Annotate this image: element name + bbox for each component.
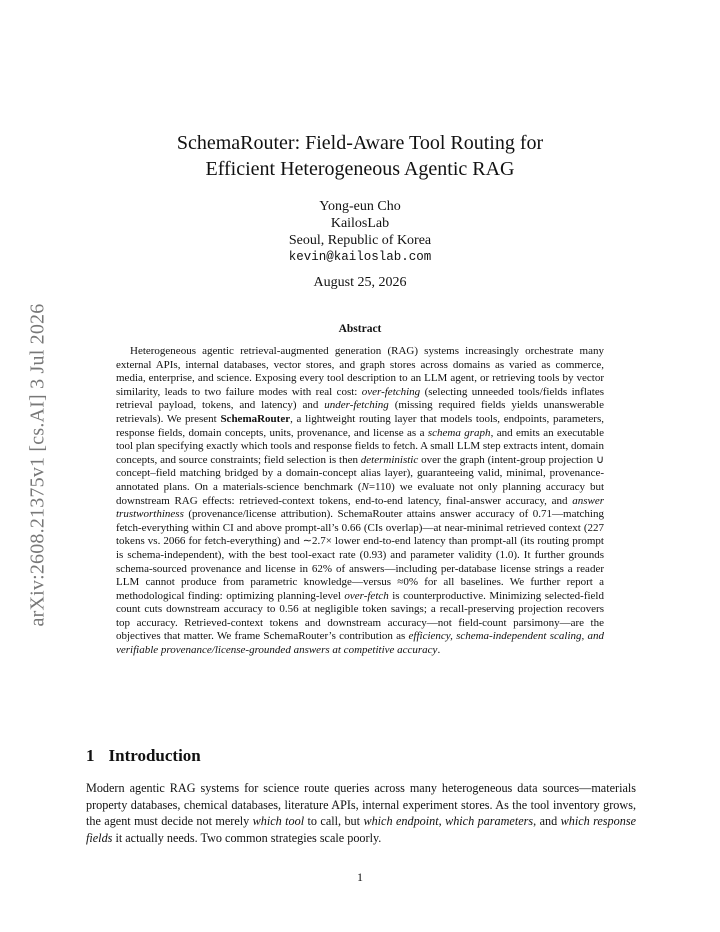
abstract-body: Heterogeneous agentic retrieval-augmented generation (RAG) systems increasingly orchestrate many external APIs, internal databases, vector stores, and graph stores across domains as varied as commerce, media, enterprise, and science. Exposing every tool description to an LLM agent, or retrieving tools by vector similarity, leads to two failure modes with real cost: over-fetching (selecting unneeded tools/fields inflates retrieval payload, tokens, and latency) and under-fetching (missing required fields yields unanswerable retrievals). We present SchemaRouter, a lightweight routing layer that models tools, endpoints, parameters, response fields, domain concepts, units, provenance, and license as a schema graph, and emits an executable tool plan specifying exactly which tools and response fields to fetch. A small LLM step extracts intent, domain concepts, and source constraints; field selection is then deterministic over the graph (intent-group projection ∪ concept–field matching bridged by a domain-concept alias layer), guaranteeing valid, minimal, provenance-annotated plans. On a materials-science benchmark (N=110) we evaluate not only planning accuracy but downstream RAG effects: retrieved-context tokens, end-to-end latency, final-answer accuracy, and answer trustworthiness (provenance/license attribution). SchemaRouter attains answer accuracy of 0.71—matching fetch-everything within CI and above prompt-all’s 0.66 (CIs overlap)—at near-minimal retrieved context (227 tokens vs. 2066 for fetch-everything) and ∼2.7× lower end-to-end latency than prompt-all (its routing prompt is schema-independent), with the best tool-exact rate (0.93) and parameter validity (1.0). It further grounds schema-sourced provenance and license in 62% of answers—including per-database license strings a reader LLM cannot produce from parametric knowledge—versus ≈0% for all baselines. We further report a methodological finding: optimizing planning-level over-fetch is counterproductive. Minimizing selected-field count cuts downstream accuracy to 0.56 at negligible token savings; a recall-preserving projection recovers top accuracy. Retrieved-context tokens and downstream accuracy—not field-count parsimony—are the objectives that matter. We frame SchemaRouter’s contribution as efficiency, schema-independent scaling, and verifiable provenance/license-grounded answers at competitive accuracy. bbox=[116, 345, 604, 657]
author-name: Yong-eun Cho bbox=[319, 199, 401, 214]
title-line-1: SchemaRouter: Field-Aware Tool Routing for bbox=[176, 132, 544, 154]
paper-date: August 25, 2026 bbox=[313, 275, 407, 290]
title-line-2: Efficient Heterogeneous Agentic RAG bbox=[205, 158, 515, 180]
author-block bbox=[0, 198, 720, 266]
arxiv-stamp: arXiv:2608.21375v1 [cs.AI] 3 Jul 2026 bbox=[26, 303, 49, 627]
intro-paragraph: Modern agentic RAG systems for science route queries across many heterogeneous data sources—materials property databases, chemical databases, literature APIs, internal experiment stores. As the tool inventory grows, the agent must decide not merely which tool to call, but which endpoint, which parameters, and which response fields it actually needs. Two common strategies scale poorly. bbox=[86, 781, 636, 845]
author-affiliation: KailosLab bbox=[330, 216, 390, 231]
paper-title bbox=[0, 130, 720, 182]
section-number: 1 bbox=[86, 746, 95, 765]
abstract-heading: Abstract bbox=[338, 323, 382, 335]
author-email[interactable]: kevin@kailoslab.com bbox=[288, 250, 432, 264]
page-number: 1 bbox=[357, 870, 363, 884]
section-title: Introduction bbox=[108, 746, 201, 765]
section-heading bbox=[86, 746, 201, 766]
author-location: Seoul, Republic of Korea bbox=[288, 233, 432, 248]
